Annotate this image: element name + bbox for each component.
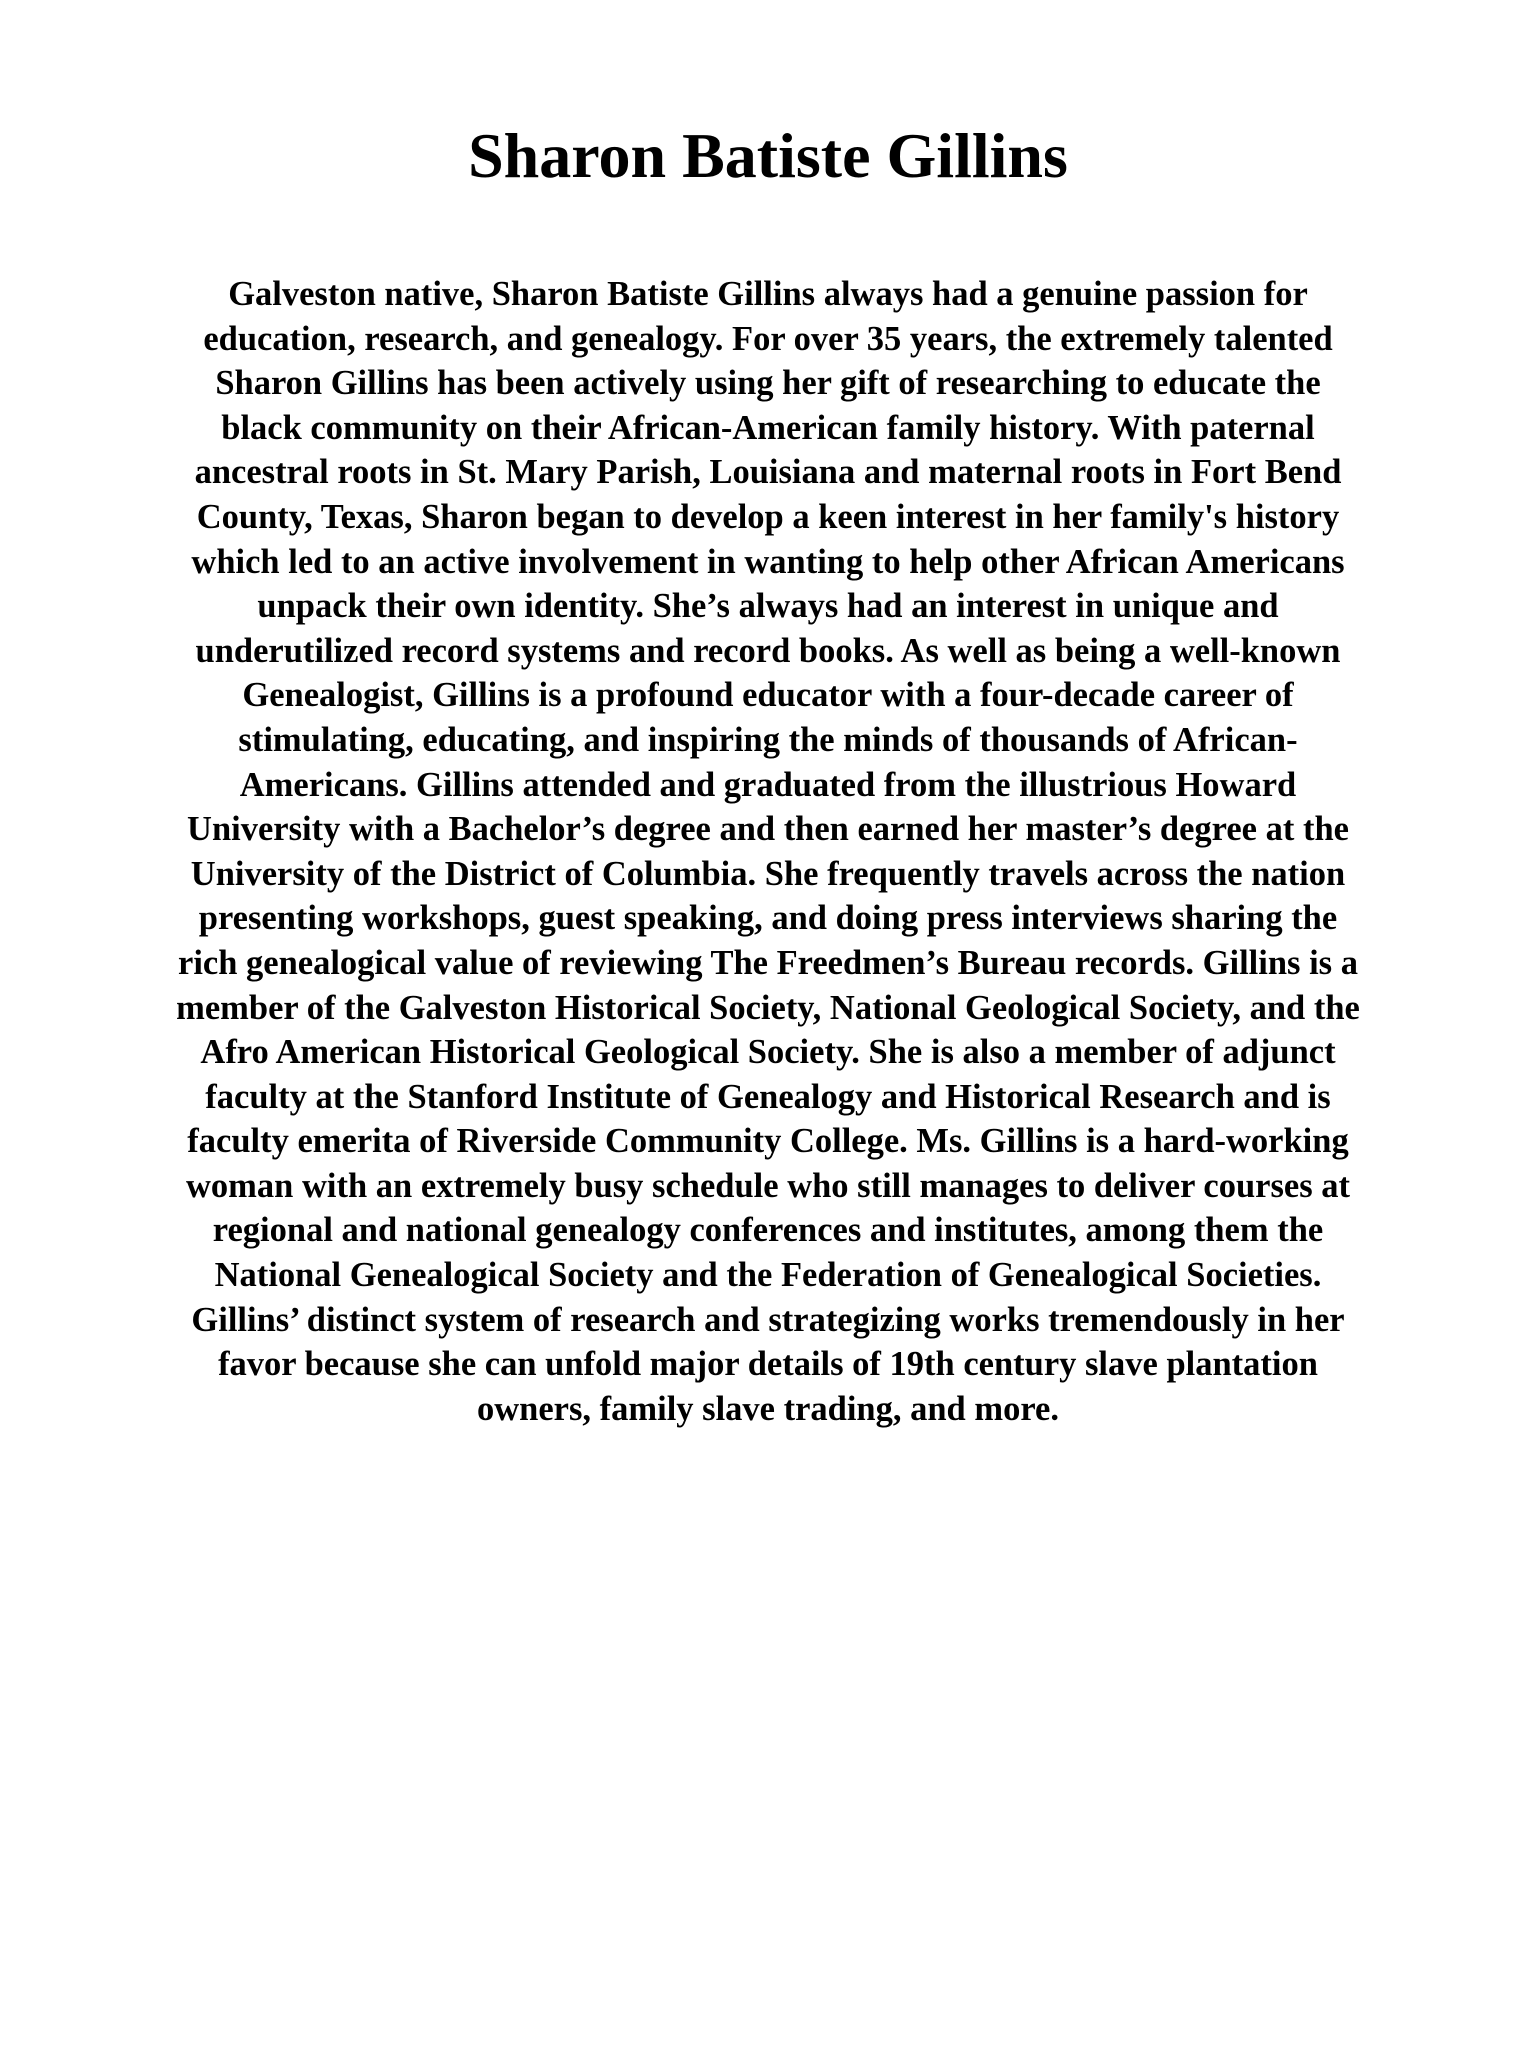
page-title: Sharon Batiste Gillins xyxy=(468,120,1068,191)
biography-paragraph: Galveston native, Sharon Batiste Gillins always had a genuine passion for education, research, and genealogy. For over 35 years, the extremely talented Sharon Gillins has been actively using her gift of researching to educate the black community on their African-American family history. With paternal ancestral roots in St. Mary Parish, Louisiana and maternal roots in Fort Bend County, Texas, Sharon began to develop a keen interest in her family's history which led to an active involvement in wanting to help other African Americans unpack their own identity. She’s always had an interest in unique and underutilized record systems and record books. As well as being a well-known Genealogist, Gillins is a profound educator with a four-decade career of stimulating, educating, and inspiring the minds of thousands of African-Americans. Gillins attended and graduated from the illustrious Howard University with a Bachelor’s degree and then earned her master’s degree at the University of the District of Columbia. She frequently travels across the nation presenting workshops, guest speaking, and doing press interviews sharing the rich genealogical value of reviewing The Freedmen’s Bureau records. Gillins is a member of the Galveston Historical Society, National Geological Society, and the Afro American Historical Geological Society. She is also a member of adjunct faculty at the Stanford Institute of Genealogy and Historical Research and is faculty emerita of Riverside Community College. Ms. Gillins is a hard-working woman with an extremely busy schedule who still manages to deliver courses at regional and national genealogy conferences and institutes, among them the National Genealogical Society and the Federation of Genealogical Societies. Gillins’ distinct system of research and strategizing works tremendously in her favor because she can unfold major details of 19th century slave plantation owners, family slave trading, and more. xyxy=(176,275,1360,1428)
